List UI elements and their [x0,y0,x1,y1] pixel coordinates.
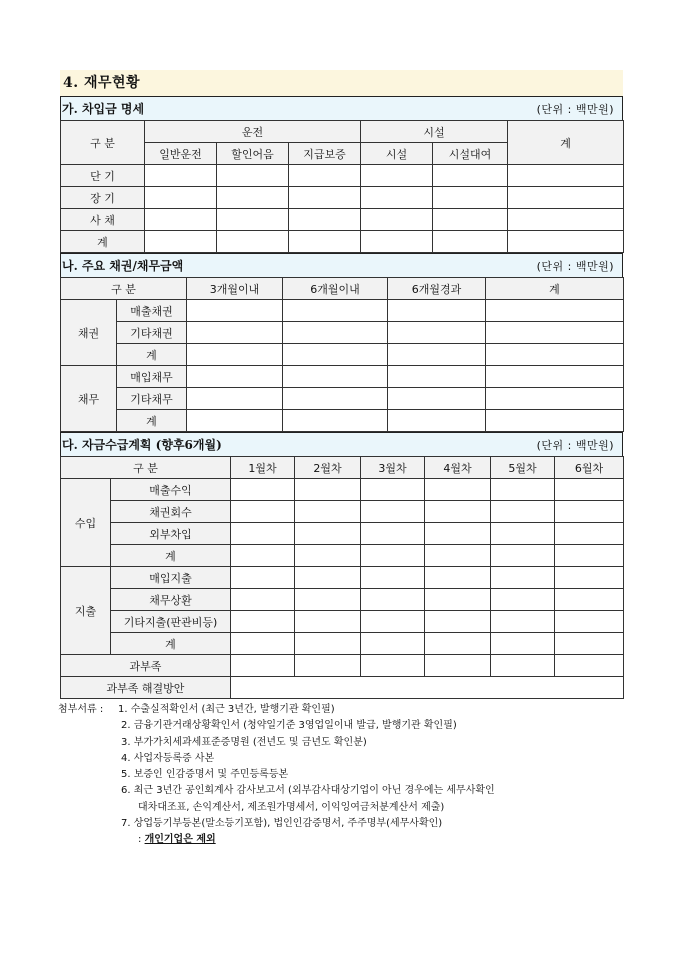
note-text: 개인기업은 제외 [144,834,216,846]
month-header: 5월차 [491,457,555,479]
subcol: 시설 [361,143,433,165]
input-cell[interactable] [231,589,295,611]
input-cell[interactable] [231,633,295,655]
subcol: 할인어음 [217,143,289,165]
input-cell[interactable] [295,655,361,677]
input-cell[interactable] [361,589,425,611]
row-label: 매입채무 [117,366,187,388]
input-cell[interactable] [217,209,289,231]
row-label: 사 채 [61,209,145,231]
input-cell[interactable] [425,501,491,523]
input-cell[interactable] [361,655,425,677]
input-cell[interactable] [508,165,624,187]
row-label: 기타채권 [117,322,187,344]
input-cell[interactable] [289,209,361,231]
table-row [61,589,624,611]
col-unjeon: 운전 [145,121,361,143]
row-label-shortage-plan: 과부족 해결방안 [61,677,231,699]
input-cell[interactable] [508,187,624,209]
month-header: 4월차 [425,457,491,479]
col-total: 계 [508,121,624,165]
input-cell[interactable] [425,655,491,677]
input-cell[interactable] [283,388,388,410]
table-row [61,187,624,209]
input-cell[interactable] [491,655,555,677]
subcol: 시설대여 [433,143,508,165]
table-row [61,344,624,366]
row-label: 매출채권 [117,300,187,322]
input-cell[interactable] [187,388,283,410]
input-cell[interactable] [361,567,425,589]
input-cell[interactable] [217,165,289,187]
input-cell[interactable] [425,523,491,545]
list-item: 2. 금융기관거래상황확인서 (청약일기준 3영업일이내 발급, 발행기관 확인필) [121,720,457,732]
row-label: 장 기 [61,187,145,209]
input-cell[interactable] [283,366,388,388]
section-b-title: 나. 주요 채권/채무금액 [62,259,184,273]
col-gubun: 구 분 [61,278,187,300]
table-row [61,209,624,231]
input-cell[interactable] [433,231,508,253]
input-cell[interactable] [425,545,491,567]
input-cell[interactable] [283,410,388,432]
input-cell[interactable] [187,410,283,432]
input-cell[interactable] [425,611,491,633]
section-b-unit: (단위 : 백만원) [536,259,614,273]
input-cell[interactable] [231,479,295,501]
input-cell[interactable] [295,567,361,589]
table-row [61,322,624,344]
note-prefix: : [138,834,142,846]
section-a-header [60,96,623,120]
input-cell[interactable] [187,322,283,344]
row-label: 기타채무 [117,388,187,410]
input-cell[interactable] [231,523,295,545]
month-header: 3월차 [361,457,425,479]
input-cell[interactable] [433,209,508,231]
col-header: 3개월이내 [187,278,283,300]
group-label: 지출 [61,567,111,655]
section-a-unit: (단위 : 백만원) [536,102,614,116]
table-row [61,523,624,545]
group-label: 채무 [61,366,117,432]
month-header: 2월차 [295,457,361,479]
input-cell[interactable] [388,410,486,432]
input-cell-wide[interactable] [231,677,624,699]
input-cell[interactable] [555,567,624,589]
input-cell[interactable] [425,589,491,611]
input-cell[interactable] [145,231,217,253]
input-cell[interactable] [486,344,624,366]
row-label: 채권회수 [111,501,231,523]
row-label: 채무상환 [111,589,231,611]
list-item: 3. 부가가치세과세표준증명원 (전년도 및 금년도 확인분) [121,736,367,748]
input-cell[interactable] [388,300,486,322]
input-cell[interactable] [433,187,508,209]
input-cell[interactable] [555,655,624,677]
input-cell[interactable] [187,344,283,366]
input-cell[interactable] [388,344,486,366]
input-cell[interactable] [491,523,555,545]
row-label: 기타지출(판관비등) [111,611,231,633]
input-cell[interactable] [555,479,624,501]
cash-flow-plan-table [60,456,624,699]
section-c-header [60,432,623,456]
list-item: 6. 최근 3년간 공인회계사 감사보고서 (외부감사대상기업이 아닌 경우에는 세무사확인 [121,785,495,797]
col-siseol: 시설 [361,121,508,143]
row-label: 계 [61,231,145,253]
list-item: 7. 상업등기부등본(말소등기포함), 법인인감증명서, 주주명부(세무사확인) [121,818,443,830]
input-cell[interactable] [361,633,425,655]
section-a-title: 가. 차입금 명세 [62,102,145,116]
main-title: 4. 재무현황 [60,70,623,96]
input-cell[interactable] [295,545,361,567]
input-cell[interactable] [187,366,283,388]
input-cell[interactable] [491,589,555,611]
col-header: 계 [486,278,624,300]
input-cell[interactable] [486,322,624,344]
input-cell[interactable] [361,523,425,545]
input-cell[interactable] [289,231,361,253]
row-label: 매입지출 [111,567,231,589]
input-cell[interactable] [491,633,555,655]
input-cell[interactable] [283,300,388,322]
loan-details-table [60,120,624,253]
input-cell[interactable] [555,545,624,567]
list-item: 4. 사업자등록증 사본 [121,752,215,764]
row-label: 계 [111,633,231,655]
input-cell[interactable] [295,501,361,523]
input-cell[interactable] [295,611,361,633]
input-cell[interactable] [361,165,433,187]
input-cell[interactable] [231,611,295,633]
row-label: 계 [117,410,187,432]
input-cell[interactable] [491,479,555,501]
row-label: 외부차입 [111,523,231,545]
section-b-header [60,253,623,277]
input-cell[interactable] [486,410,624,432]
input-cell[interactable] [231,567,295,589]
input-cell[interactable] [145,165,217,187]
subcol: 지급보증 [289,143,361,165]
list-item: 1. 수출실적확인서 (최근 3년간, 발행기관 확인필) [118,704,335,715]
input-cell[interactable] [295,523,361,545]
month-header: 1월차 [231,457,295,479]
input-cell[interactable] [425,567,491,589]
table-row [61,165,624,187]
receivables-payables-table [60,277,624,432]
input-cell[interactable] [295,589,361,611]
col-gubun: 구 분 [61,457,231,479]
input-cell[interactable] [361,209,433,231]
input-cell[interactable] [433,165,508,187]
input-cell[interactable] [361,231,433,253]
month-header: 6월차 [555,457,624,479]
row-label-shortage: 과부족 [61,655,231,677]
input-cell[interactable] [388,388,486,410]
row-label: 단 기 [61,165,145,187]
col-header: 6개월이내 [283,278,388,300]
input-cell[interactable] [289,187,361,209]
subcol: 일반운전 [145,143,217,165]
input-cell[interactable] [486,366,624,388]
row-label: 계 [117,344,187,366]
input-cell[interactable] [555,501,624,523]
financial-status-form [60,70,623,849]
attachments-list [60,702,623,849]
input-cell[interactable] [491,501,555,523]
input-cell[interactable] [486,388,624,410]
table-row [61,655,624,677]
input-cell[interactable] [555,611,624,633]
input-cell[interactable] [555,523,624,545]
table-row [61,567,624,589]
table-row [61,545,624,567]
input-cell[interactable] [187,300,283,322]
input-cell[interactable] [425,479,491,501]
input-cell[interactable] [361,501,425,523]
input-cell[interactable] [231,655,295,677]
input-cell[interactable] [388,322,486,344]
section-c-title: 다. 자금수급계획 (향후6개월) [62,438,222,452]
input-cell[interactable] [295,479,361,501]
input-cell[interactable] [508,209,624,231]
table-row [61,479,624,501]
table-row [61,677,624,699]
input-cell[interactable] [508,231,624,253]
list-item-continuation: 대차대조표, 손익계산서, 제조원가명세서, 이익잉여금처분계산서 제출) [138,801,445,813]
input-cell[interactable] [145,187,217,209]
table-row [61,300,624,322]
input-cell[interactable] [289,165,361,187]
input-cell[interactable] [491,545,555,567]
row-label: 매출수익 [111,479,231,501]
input-cell[interactable] [217,231,289,253]
input-cell[interactable] [361,545,425,567]
section-c-unit: (단위 : 백만원) [536,438,614,452]
group-label: 수입 [61,479,111,567]
attachments-label: 첨부서류 : [58,704,104,715]
table-row [61,388,624,410]
input-cell[interactable] [491,611,555,633]
input-cell[interactable] [283,322,388,344]
input-cell[interactable] [361,611,425,633]
col-gubun: 구 분 [61,121,145,165]
list-item: 5. 보증인 인감증명서 및 주민등록등본 [121,769,289,781]
table-row [61,231,624,253]
note-line [60,832,623,848]
table-row [61,633,624,655]
input-cell[interactable] [555,633,624,655]
input-cell[interactable] [145,209,217,231]
input-cell[interactable] [486,300,624,322]
col-header: 6개월경과 [388,278,486,300]
row-label: 계 [111,545,231,567]
input-cell[interactable] [217,187,289,209]
input-cell[interactable] [295,633,361,655]
table-row [61,366,624,388]
input-cell[interactable] [425,633,491,655]
input-cell[interactable] [361,187,433,209]
table-row [61,501,624,523]
input-cell[interactable] [231,545,295,567]
input-cell[interactable] [388,366,486,388]
input-cell[interactable] [491,567,555,589]
input-cell[interactable] [283,344,388,366]
table-row [61,611,624,633]
table-row [61,410,624,432]
input-cell[interactable] [361,479,425,501]
input-cell[interactable] [231,501,295,523]
input-cell[interactable] [555,589,624,611]
group-label: 채권 [61,300,117,366]
